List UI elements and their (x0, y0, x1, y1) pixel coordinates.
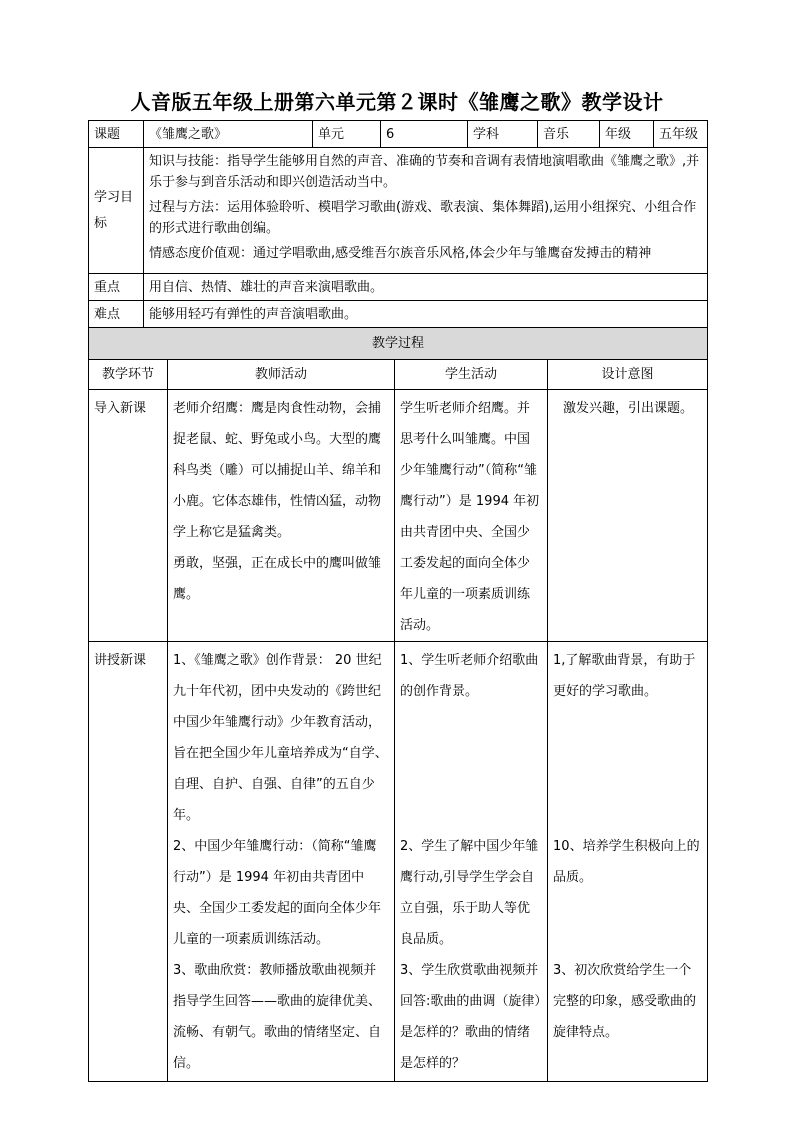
key-point-label: 重点 (89, 274, 144, 301)
topic-value: 《雏鹰之歌》 (144, 121, 313, 148)
intro-row (89, 390, 708, 642)
column-header-intent: 设计意图 (548, 360, 708, 390)
column-header-stage: 教学环节 (89, 360, 168, 390)
key-point-row (89, 274, 708, 301)
difficulty-label: 难点 (89, 301, 144, 328)
page-title: 人音版五年级上册第六单元第２课时《雏鹰之歌》教学设计 (130, 90, 664, 114)
objectives-label: 学习目标 (89, 148, 144, 274)
intro-stage: 导入新课 (89, 390, 168, 642)
difficulty-row (89, 301, 708, 328)
column-header-row (89, 360, 708, 390)
lesson-plan-table (88, 120, 708, 1082)
objective-process: 过程与方法：运用体验聆听、模唱学习歌曲(游戏、歌表演、集体舞蹈),运用小组探究、小组合作的形式进行歌曲创编。 (149, 200, 697, 236)
intro-teacher-activity: 老师介绍鹰：鹰是肉食性动物，会捕捉老鼠、蛇、野兔或小鸟。大型的鹰科鸟类（雕）可以捕捉山羊、绵羊和小鹿。它体态雄伟，性情凶猛，动物学上称它是猛禽类。 (173, 401, 382, 540)
grade-value: 五年级 (654, 121, 708, 148)
intro-design-intent: 激发兴趣，引出课题。 (548, 390, 708, 642)
grade-label: 年级 (600, 121, 654, 148)
teacher-activity-1: 1、《雏鹰之歌》创作背景： 20 世纪九十年代初，团中央发动的《跨世纪中国少年雏鹰行动》少年教育活动，旨在把全国少年儿童培养成为“自学、自理、自护、自强、自律”的五自少年。 (173, 653, 388, 823)
design-intent-2: 10、培养学生积极向上的品质。 (553, 839, 700, 885)
objective-attitude: 情感态度价值观：通过学唱歌曲,感受维吾尔族音乐风格,体会少年与雏鹰奋发搏击的精神 (149, 246, 652, 261)
unit-value: 6 (381, 121, 468, 148)
objectives-row (89, 148, 708, 274)
student-activity-1: 1、学生听老师介绍歌曲的创作背景。 (400, 653, 539, 699)
teacher-activity-3: 3、歌曲欣赏：教师播放歌曲视频并指导学生回答——歌曲的旋律优美、流畅、有朝气。歌曲的情绪坚定、自信。 (173, 963, 382, 1071)
info-row (89, 121, 708, 148)
teacher-activity-2: 2、中国少年雏鹰行动：（简称“雏鹰行动”）是 1994 年初由共青团中央、全国少工委发起的面向全体少年儿童的一项素质训练活动。 (173, 839, 382, 947)
column-header-teacher: 教师活动 (168, 360, 395, 390)
intro-teacher-activity-2: 勇敢，坚强，正在成长中的鹰叫做雏鹰。 (173, 556, 382, 602)
subject-value: 音乐 (538, 121, 600, 148)
new-lesson-row (89, 642, 708, 1082)
design-intent-1: 1,了解歌曲背景，有助于更好的学习歌曲。 (553, 653, 696, 699)
topic-label: 课题 (89, 121, 144, 148)
difficulty-value: 能够用轻巧有弹性的声音演唱歌曲。 (144, 301, 708, 328)
design-intent-3: 3、初次欣赏给学生一个完整的印象，感受歌曲的旋律特点。 (553, 963, 697, 1040)
intro-student-activity: 学生听老师介绍鹰。并思考什么叫雏鹰。中国少年雏鹰行动”（简称“雏鹰行动”）是 1994 年初由共青团中央、全国少工委发起的面向全体少年儿童的一项素质训练活动。 (395, 390, 548, 642)
objective-knowledge: 知识与技能：指导学生能够用自然的声音、准确的节奏和音调有表情地演唱歌曲《雏鹰之歌》,并乐于参与到音乐活动和即兴创造活动当中。 (149, 154, 700, 190)
student-activity-2: 2、学生了解中国少年雏鹰行动,引导学生学会自立自强，乐于助人等优良品质。 (400, 839, 539, 947)
process-header: 教学过程 (89, 328, 708, 360)
new-lesson-stage: 讲授新课 (89, 642, 168, 1082)
unit-label: 单元 (313, 121, 381, 148)
process-header-row (89, 328, 708, 360)
column-header-student: 学生活动 (395, 360, 548, 390)
student-activity-3: 3、学生欣赏歌曲视频并回答:歌曲的曲调（旋律）是怎样的？歌曲的情绪是怎样的？ (400, 963, 541, 1071)
key-point-value: 用自信、热情、雄壮的声音来演唱歌曲。 (144, 274, 708, 301)
subject-label: 学科 (468, 121, 538, 148)
